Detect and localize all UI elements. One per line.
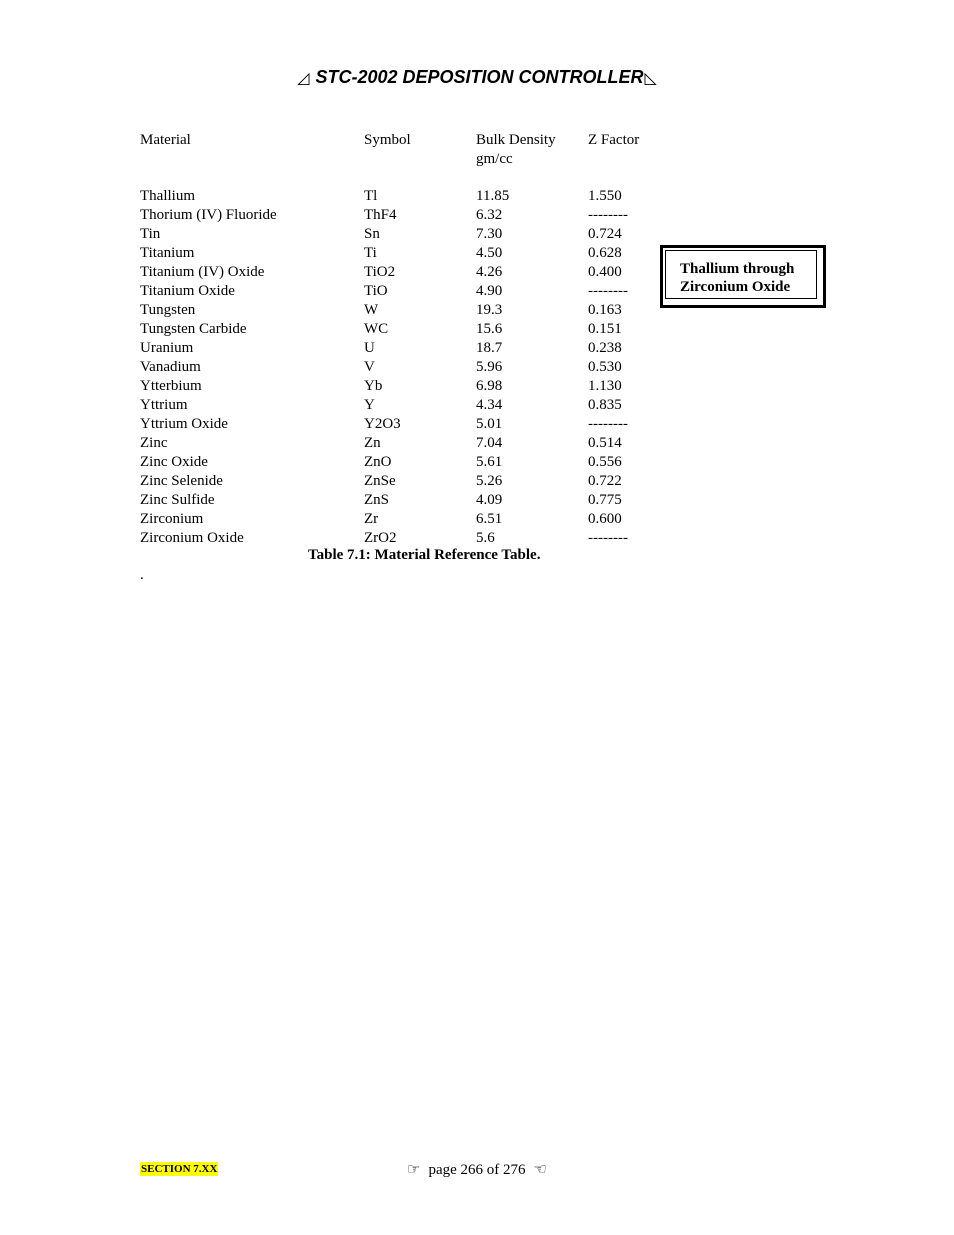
table-cell-symbol: WC xyxy=(364,321,389,337)
table-cell-material: Titanium xyxy=(140,245,195,261)
table-cell-z-factor: -------- xyxy=(588,207,628,223)
table-cell-symbol: W xyxy=(364,302,379,318)
table-cell-z-factor: 0.835 xyxy=(588,397,622,413)
table-cell-material: Thorium (IV) Fluoride xyxy=(140,207,277,223)
table-cell-bulk-density: 6.98 xyxy=(476,378,503,394)
table-cell-material: Zirconium Oxide xyxy=(140,530,244,546)
page-number xyxy=(0,1160,954,1180)
table-cell-material: Thallium xyxy=(140,188,195,204)
table-cell-symbol: Zn xyxy=(364,435,381,451)
page-header xyxy=(0,66,954,90)
table-cell-symbol: V xyxy=(364,359,375,375)
table-cell-z-factor: -------- xyxy=(588,283,628,299)
material-range-box-inner xyxy=(665,250,817,299)
table-cell-bulk-density: 5.26 xyxy=(476,473,503,489)
table-cell-symbol: Zr xyxy=(364,511,379,527)
table-cell-symbol: Y xyxy=(364,397,375,413)
table-cell-z-factor: 0.514 xyxy=(588,435,622,451)
table-cell-symbol: U xyxy=(364,340,375,356)
material-range-line-2: Zirconium Oxide xyxy=(680,279,791,295)
table-cell-bulk-density: 11.85 xyxy=(476,188,510,204)
material-range-line-1: Thallium through xyxy=(680,261,795,277)
table-cell-bulk-density: 19.3 xyxy=(476,302,503,318)
pointing-hand-left-icon: ☜ xyxy=(533,1160,547,1178)
table-cell-bulk-density: 4.50 xyxy=(476,245,503,261)
table-cell-material: Zinc Selenide xyxy=(140,473,223,489)
table-cell-material: Tin xyxy=(140,226,161,242)
table-cell-z-factor: 1.550 xyxy=(588,188,622,204)
table-cell-symbol: ZnSe xyxy=(364,473,396,489)
trailing-period: . xyxy=(140,567,144,583)
table-cell-symbol: ZrO2 xyxy=(364,530,397,546)
table-cell-symbol: Ti xyxy=(364,245,377,261)
table-cell-symbol: TiO2 xyxy=(364,264,396,280)
column-header-symbol: Symbol xyxy=(364,132,411,148)
table-cell-symbol: ThF4 xyxy=(364,207,397,223)
section-label: SECTION 7.XX xyxy=(141,1163,218,1175)
table-cell-material: Zinc Sulfide xyxy=(140,492,215,508)
table-cell-bulk-density: 5.6 xyxy=(476,530,495,546)
table-cell-bulk-density: 7.30 xyxy=(476,226,503,242)
table-cell-material: Zinc xyxy=(140,435,168,451)
table-cell-bulk-density: 5.96 xyxy=(476,359,503,375)
column-header-material: Material xyxy=(140,132,191,148)
table-cell-z-factor: 0.775 xyxy=(588,492,622,508)
table-cell-z-factor: 0.600 xyxy=(588,511,622,527)
table-cell-material: Yttrium xyxy=(140,397,188,413)
table-cell-bulk-density: 6.51 xyxy=(476,511,503,527)
table-cell-material: Tungsten xyxy=(140,302,196,318)
table-cell-symbol: ZnO xyxy=(364,454,392,470)
table-cell-z-factor: 1.130 xyxy=(588,378,622,394)
table-cell-z-factor: 0.238 xyxy=(588,340,622,356)
table-cell-bulk-density: 7.04 xyxy=(476,435,503,451)
table-cell-z-factor: -------- xyxy=(588,416,628,432)
table-cell-material: Ytterbium xyxy=(140,378,202,394)
table-cell-bulk-density: 5.01 xyxy=(476,416,503,432)
table-cell-material: Zinc Oxide xyxy=(140,454,208,470)
table-cell-symbol: Y2O3 xyxy=(364,416,401,432)
table-cell-material: Titanium (IV) Oxide xyxy=(140,264,265,280)
table-cell-z-factor: -------- xyxy=(588,530,628,546)
table-cell-material: Uranium xyxy=(140,340,194,356)
table-cell-z-factor: 0.163 xyxy=(588,302,622,318)
table-cell-symbol: Yb xyxy=(364,378,383,394)
table-cell-bulk-density: 18.7 xyxy=(476,340,503,356)
document-title: STC-2002 DEPOSITION CONTROLLER xyxy=(315,67,644,87)
table-cell-z-factor: 0.530 xyxy=(588,359,622,375)
table-cell-symbol: Sn xyxy=(364,226,380,242)
table-cell-bulk-density: 4.34 xyxy=(476,397,503,413)
table-cell-material: Yttrium Oxide xyxy=(140,416,228,432)
decorative-corner-left-icon: ◿ xyxy=(297,70,310,87)
table-cell-material: Titanium Oxide xyxy=(140,283,235,299)
table-cell-z-factor: 0.628 xyxy=(588,245,622,261)
column-header-z-factor: Z Factor xyxy=(588,132,640,148)
table-cell-material: Zirconium xyxy=(140,511,204,527)
table-cell-bulk-density: 6.32 xyxy=(476,207,503,223)
table-cell-symbol: Tl xyxy=(364,188,378,204)
page-number-text: page 266 of 276 xyxy=(428,1162,526,1178)
table-caption: Table 7.1: Material Reference Table. xyxy=(308,547,541,563)
table-cell-z-factor: 0.722 xyxy=(588,473,622,489)
table-cell-bulk-density: 15.6 xyxy=(476,321,503,337)
column-header-bulk-density: Bulk Density gm/cc xyxy=(476,132,556,167)
table-cell-z-factor: 0.724 xyxy=(588,226,622,242)
table-cell-z-factor: 0.400 xyxy=(588,264,622,280)
table-cell-bulk-density: 4.26 xyxy=(476,264,503,280)
table-cell-bulk-density: 4.09 xyxy=(476,492,503,508)
table-cell-symbol: ZnS xyxy=(364,492,390,508)
material-range-box xyxy=(660,245,826,308)
table-cell-z-factor: 0.151 xyxy=(588,321,622,337)
table-cell-bulk-density: 5.61 xyxy=(476,454,503,470)
table-cell-z-factor: 0.556 xyxy=(588,454,622,470)
table-cell-material: Vanadium xyxy=(140,359,201,375)
table-cell-bulk-density: 4.90 xyxy=(476,283,503,299)
table-cell-material: Tungsten Carbide xyxy=(140,321,247,337)
pointing-hand-right-icon: ☞ xyxy=(407,1160,421,1178)
decorative-corner-right-icon: ◺ xyxy=(644,70,657,87)
table-cell-symbol: TiO xyxy=(364,283,388,299)
